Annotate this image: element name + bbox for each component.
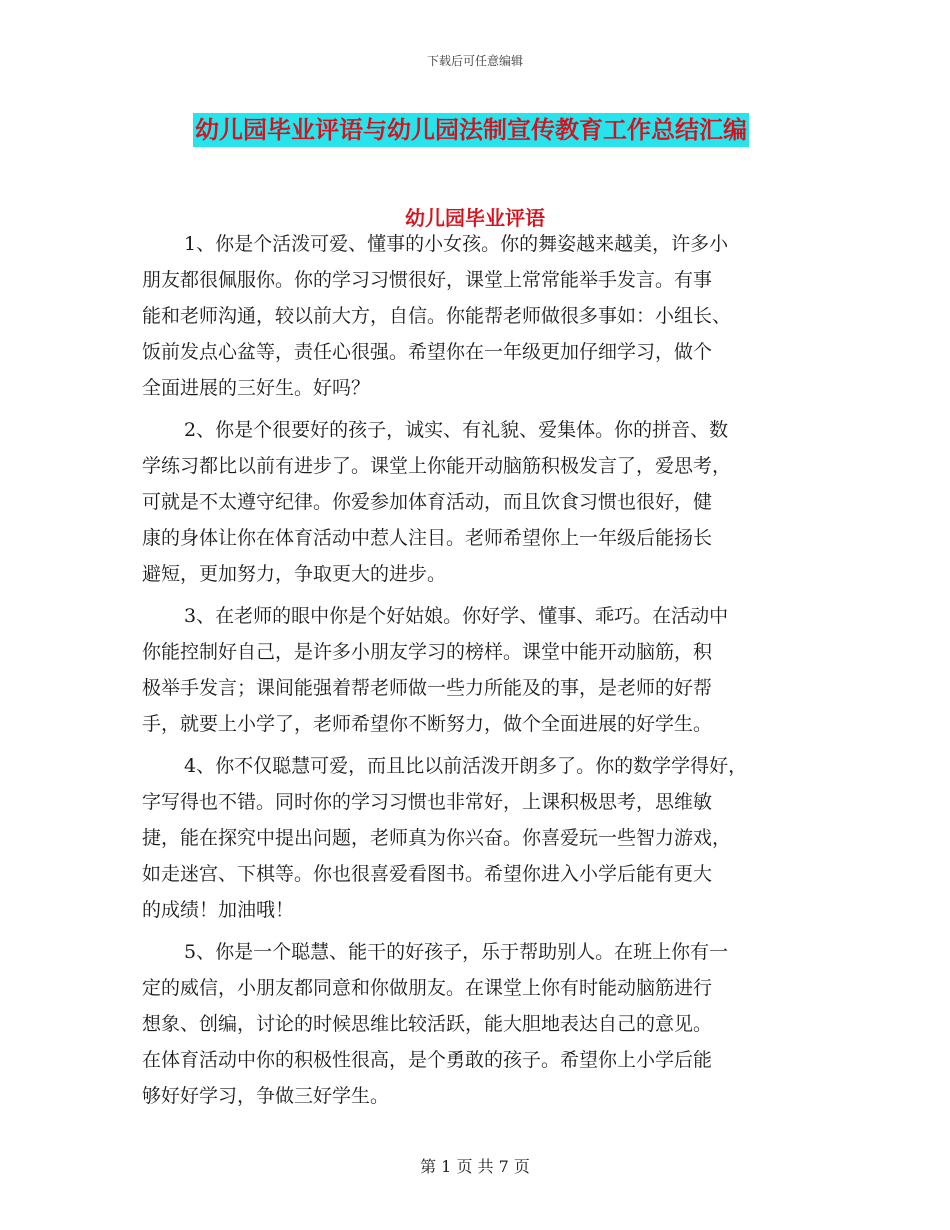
paragraph-line: 在体育活动中你的积极性很高，是个勇敢的孩子。希望你上小学后能	[142, 1049, 713, 1071]
paragraph-5	[142, 934, 822, 1114]
page-header-note: 下载后可任意编辑	[426, 54, 523, 68]
paragraph-line: 学练习都比以前有进步了。课堂上你能开动脑筋积极发言了，爱思考，	[142, 455, 732, 477]
paragraph-4	[142, 748, 822, 928]
paragraph-line: 1、你是个活泼可爱、懂事的小女孩。你的舞姿越来越美，许多小	[184, 233, 729, 255]
paragraph-line: 饭前发点心盆等，责任心很强。希望你在一年级更加仔细学习，做个	[142, 341, 713, 363]
page-number-footer: 第 1 页 共 7 页	[420, 1157, 530, 1176]
paragraph-line: 如走迷宫、下棋等。你也很喜爱看图书。希望你进入小学后能有更大	[142, 863, 713, 885]
paragraph-line: 想象、创编，讨论的时候思维比较活跃，能大胆地表达自己的意见。	[142, 1013, 713, 1035]
paragraph-line: 能和老师沟通，较以前大方，自信。你能帮老师做很多事如：小组长、	[142, 305, 732, 327]
paragraph-line: 避短，更加努力，争取更大的进步。	[142, 563, 447, 585]
paragraph-line: 够好好学习，争做三好学生。	[142, 1085, 390, 1107]
document-body	[142, 226, 822, 1120]
paragraph-line: 捷，能在探究中提出问题，老师真为你兴奋。你喜爱玩一些智力游戏，	[142, 827, 732, 849]
paragraph-line: 极举手发言；课间能强着帮老师做一些力所能及的事，是老师的好帮	[142, 677, 713, 699]
paragraph-line: 朋友都很佩服你。你的学习习惯很好，课堂上常常能举手发言。有事	[142, 269, 713, 291]
paragraph-line: 定的威信，小朋友都同意和你做朋友。在课堂上你有时能动脑筋进行	[142, 977, 713, 999]
paragraph-line: 的成绩！加油哦！	[142, 899, 295, 921]
paragraph-line: 手，就要上小学了，老师希望你不断努力，做个全面进展的好学生。	[142, 713, 713, 735]
section-title: 幼儿园毕业评语	[405, 206, 545, 230]
paragraph-line: 3、在老师的眼中你是个好姑娘。你好学、懂事、乖巧。在活动中	[184, 605, 729, 627]
paragraph-line: 康的身体让你在体育活动中惹人注目。老师希望你上一年级后能扬长	[142, 527, 713, 549]
paragraph-line: 2、你是个很要好的孩子，诚实、有礼貌、爱集体。你的拼音、数	[184, 419, 729, 441]
document-title: 幼儿园毕业评语与幼儿园法制宣传教育工作总结汇编	[193, 113, 749, 147]
paragraph-line: 5、你是一个聪慧、能干的好孩子，乐于帮助别人。在班上你有一	[184, 941, 729, 963]
paragraph-line: 4、你不仅聪慧可爱，而且比以前活泼开朗多了。你的数学学得好，	[184, 755, 748, 777]
paragraph-1	[142, 226, 822, 406]
paragraph-2	[142, 412, 822, 592]
paragraph-3	[142, 598, 822, 742]
paragraph-line: 字写得也不错。同时你的学习习惯也非常好，上课积极思考，思维敏	[142, 791, 713, 813]
paragraph-line: 可就是不太遵守纪律。你爱参加体育活动，而且饮食习惯也很好，健	[142, 491, 713, 513]
paragraph-line: 全面进展的三好生。好吗？	[142, 377, 371, 399]
paragraph-line: 你能控制好自己，是许多小朋友学习的榜样。课堂中能开动脑筋，积	[142, 641, 713, 663]
